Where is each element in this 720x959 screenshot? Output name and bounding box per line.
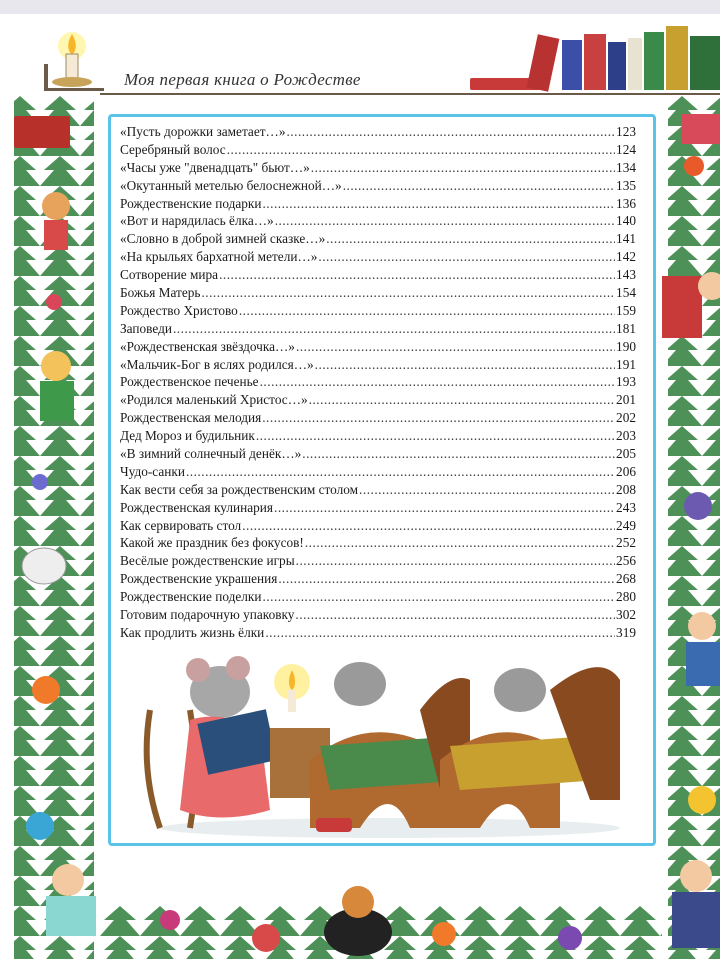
toc-entry-page: 123 xyxy=(616,124,636,139)
toc-leader-dots xyxy=(201,285,615,301)
toc-leader-dots xyxy=(296,553,615,569)
toc-leader-dots xyxy=(286,124,615,140)
toc-entry-page: 142 xyxy=(616,249,636,265)
toc-entry-page: 159 xyxy=(616,302,636,318)
toc-entry-title: «В зимний солнечный денёк…» xyxy=(120,446,302,462)
toc-leader-dots xyxy=(343,178,615,194)
scan-top-strip xyxy=(0,0,720,14)
toc-leader-dots xyxy=(318,249,615,265)
toc-leader-dots xyxy=(262,589,615,605)
candle-illustration xyxy=(36,26,106,96)
toc-entry-title: Как вести себя за рождественским столом xyxy=(120,481,359,497)
toc-leader-dots xyxy=(326,231,615,247)
toc-entry-page: 208 xyxy=(616,481,636,497)
toc-entry-title: Как продлить жизнь ёлки xyxy=(120,624,265,640)
toc-entry xyxy=(120,410,636,428)
toc-entry xyxy=(120,589,636,607)
toc-entry xyxy=(120,339,636,357)
toc-leader-dots xyxy=(295,607,615,623)
toc-entry-title: «Мальчик-Бог в яслях родился…» xyxy=(120,356,314,372)
toc-leader-dots xyxy=(262,196,615,212)
toc-entry xyxy=(120,607,636,625)
toc-entry xyxy=(120,303,636,321)
toc-leader-dots xyxy=(359,482,615,498)
toc-entry xyxy=(120,500,636,518)
table-of-contents xyxy=(120,124,636,643)
toc-entry xyxy=(120,285,636,303)
toc-entry-page: 201 xyxy=(616,392,636,408)
toc-entry-page: 252 xyxy=(616,535,636,551)
toc-entry xyxy=(120,196,636,214)
toc-entry-page: 280 xyxy=(616,589,636,605)
toc-leader-dots xyxy=(309,392,615,408)
toc-entry xyxy=(120,482,636,500)
toc-entry xyxy=(120,160,636,178)
toc-leader-dots xyxy=(278,571,615,587)
toc-leader-dots xyxy=(305,535,615,551)
toc-entry-page: 206 xyxy=(616,463,636,479)
toc-leader-dots xyxy=(219,267,615,283)
toc-entry-title: Какой же праздник без фокусов! xyxy=(120,535,304,551)
toc-entry-page: 205 xyxy=(616,446,636,462)
toc-entry-page: 134 xyxy=(616,159,636,175)
toc-entry xyxy=(120,142,636,160)
toc-leader-dots xyxy=(315,357,615,373)
toc-entry-page: 136 xyxy=(616,195,636,211)
toc-entry-title: Рождественское печенье xyxy=(120,374,259,390)
running-header: Моя первая книга о Рождестве xyxy=(124,70,361,89)
toc-entry-title: Рождественские поделки xyxy=(120,589,262,605)
header-rule xyxy=(100,93,720,95)
toc-leader-dots xyxy=(296,339,615,355)
toc-leader-dots xyxy=(265,625,615,641)
toc-entry-title: Рождественские подарки xyxy=(120,195,262,211)
toc-entry-page: 191 xyxy=(616,356,636,372)
toc-leader-dots xyxy=(227,142,615,158)
toc-entry-title: «Рождественская звёздочка…» xyxy=(120,338,295,354)
toc-leader-dots xyxy=(260,374,615,390)
toc-entry-page: 141 xyxy=(616,231,636,247)
toc-entry-page: 302 xyxy=(616,607,636,623)
toc-entry xyxy=(120,213,636,231)
toc-leader-dots xyxy=(242,518,615,534)
toc-entry xyxy=(120,518,636,536)
toc-entry xyxy=(120,428,636,446)
toc-entry xyxy=(120,374,636,392)
toc-entry-page: 256 xyxy=(616,553,636,569)
toc-entry-title: Как сервировать стол xyxy=(120,517,242,533)
toc-entry-title: Заповеди xyxy=(120,320,172,336)
toc-entry-page: 154 xyxy=(616,285,636,301)
toc-entry-title: «Окутанный метелью белоснежной…» xyxy=(120,177,342,193)
toc-entry-title: «Часы уже "двенадцать" бьют…» xyxy=(120,159,310,175)
toc-entry-title: Готовим подарочную упаковку xyxy=(120,607,295,623)
toc-leader-dots xyxy=(256,428,615,444)
toc-entry-page: 319 xyxy=(616,624,636,640)
toc-entry-page: 135 xyxy=(616,177,636,193)
toc-entry-title: Весёлые рождественские игры xyxy=(120,553,295,569)
toc-leader-dots xyxy=(186,464,615,480)
toc-leader-dots xyxy=(274,500,615,516)
toc-entry-title: «Словно в доброй зимней сказке…» xyxy=(120,231,326,247)
toc-entry-title: «На крыльях бархатной метели…» xyxy=(120,249,318,265)
toc-entry-title: Серебряный волос xyxy=(120,141,226,157)
right-garland-illustration xyxy=(662,96,720,959)
toc-leader-dots xyxy=(173,321,615,337)
bottom-garland-illustration xyxy=(100,876,662,959)
toc-entry-title: Рождество Христово xyxy=(120,302,238,318)
toc-entry-page: 193 xyxy=(616,374,636,390)
toc-entry-title: «Пусть дорожки заметает…» xyxy=(120,124,286,139)
mice-bedtime-illustration xyxy=(120,650,640,840)
toc-entry xyxy=(120,392,636,410)
toc-entry xyxy=(120,267,636,285)
toc-entry xyxy=(120,321,636,339)
toc-leader-dots xyxy=(275,213,615,229)
toc-entry xyxy=(120,231,636,249)
toc-entry-page: 140 xyxy=(616,213,636,229)
toc-entry xyxy=(120,446,636,464)
toc-entry-title: Чудо-санки xyxy=(120,463,185,479)
bookshelf-illustration xyxy=(470,22,720,94)
toc-entry-page: 203 xyxy=(616,428,636,444)
toc-entry xyxy=(120,178,636,196)
toc-entry xyxy=(120,249,636,267)
toc-entry-page: 202 xyxy=(616,410,636,426)
toc-entry-title: Рождественская мелодия xyxy=(120,410,262,426)
toc-entry-page: 268 xyxy=(616,571,636,587)
toc-entry-page: 124 xyxy=(616,141,636,157)
toc-entry xyxy=(120,625,636,643)
toc-entry xyxy=(120,535,636,553)
toc-entry xyxy=(120,553,636,571)
toc-entry-page: 243 xyxy=(616,499,636,515)
toc-leader-dots xyxy=(239,303,615,319)
toc-entry xyxy=(120,464,636,482)
toc-entry-title: Божья Матерь xyxy=(120,285,201,301)
toc-entry-page: 190 xyxy=(616,338,636,354)
toc-leader-dots xyxy=(262,410,615,426)
toc-entry-title: Сотворение мира xyxy=(120,267,219,283)
toc-entry xyxy=(120,571,636,589)
toc-entry xyxy=(120,124,636,142)
left-garland-illustration xyxy=(0,96,108,959)
toc-entry-title: «Вот и нарядилась ёлка…» xyxy=(120,213,274,229)
toc-entry-title: Дед Мороз и будильник xyxy=(120,428,255,444)
toc-entry-page: 249 xyxy=(616,517,636,533)
toc-entry-title: Рождественские украшения xyxy=(120,571,278,587)
toc-entry-title: «Родился маленький Христос…» xyxy=(120,392,308,408)
toc-entry-title: Рождественская кулинария xyxy=(120,499,273,515)
toc-leader-dots xyxy=(302,446,615,462)
toc-entry xyxy=(120,357,636,375)
toc-leader-dots xyxy=(311,160,615,176)
toc-entry-page: 143 xyxy=(616,267,636,283)
toc-entry-page: 181 xyxy=(616,320,636,336)
